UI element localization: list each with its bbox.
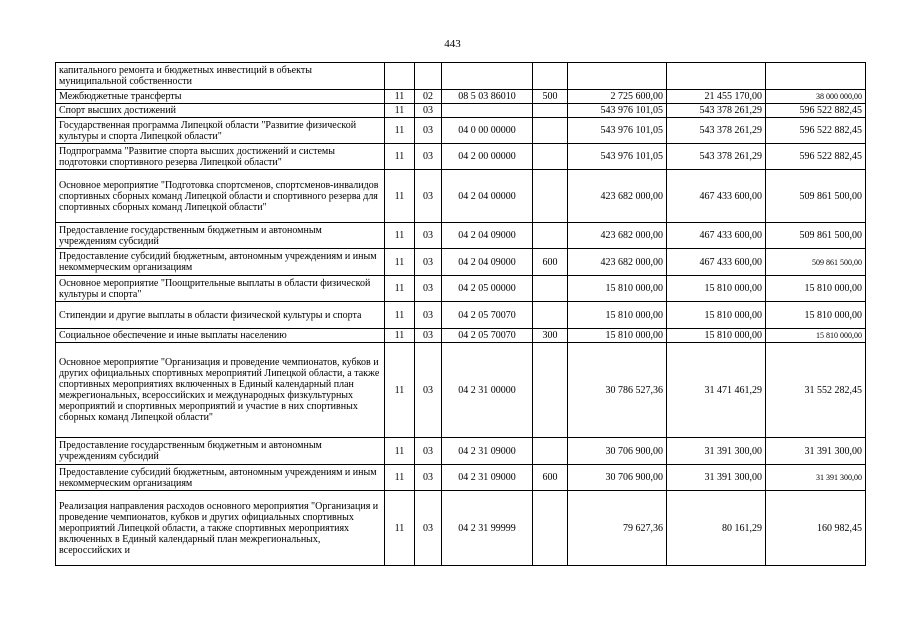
row-target-code: 04 2 04 09000 (442, 249, 533, 276)
row-amount-3: 596 522 882,45 (766, 104, 866, 118)
row-target-code: 04 2 05 70070 (442, 329, 533, 343)
row-target-code: 04 0 00 00000 (442, 118, 533, 144)
row-name: Предоставление субсидий бюджетным, автономным учреждениям и иным некоммерческим организациям (56, 249, 385, 276)
row-target-code: 04 2 05 00000 (442, 276, 533, 302)
row-amount-1: 543 976 101,05 (568, 118, 667, 144)
row-target-code: 04 2 05 70070 (442, 302, 533, 329)
table-row (56, 90, 866, 104)
row-expense-type (533, 276, 568, 302)
table-row (56, 343, 866, 438)
row-expense-type (533, 491, 568, 566)
row-expense-type (533, 223, 568, 249)
row-amount-1: 30 706 900,00 (568, 465, 667, 491)
row-subsection: 03 (415, 343, 442, 438)
row-name: Стипендии и другие выплаты в области физической культуры и спорта (56, 302, 385, 329)
row-amount-2: 15 810 000,00 (667, 329, 766, 343)
row-subsection (415, 63, 442, 90)
row-expense-type: 600 (533, 465, 568, 491)
row-amount-2: 543 378 261,29 (667, 118, 766, 144)
row-section: 11 (385, 438, 415, 465)
row-section: 11 (385, 249, 415, 276)
table-row (56, 144, 866, 170)
row-subsection: 03 (415, 170, 442, 223)
row-amount-3: 31 391 300,00 (766, 465, 866, 491)
row-expense-type (533, 104, 568, 118)
row-amount-2: 21 455 170,00 (667, 90, 766, 104)
row-name: Государственная программа Липецкой области "Развитие физической культуры и спорта Липецкой области" (56, 118, 385, 144)
row-section: 11 (385, 276, 415, 302)
row-name: Реализация направления расходов основного мероприятия "Организация и проведение чемпионатов, кубков и других официальных спортивных мероприятий Липецкой области, а также спортивных мероприятиях включенных в Единый календарный план межрегиональных, всероссийских и (56, 491, 385, 566)
row-target-code (442, 104, 533, 118)
row-section: 11 (385, 343, 415, 438)
row-expense-type (533, 343, 568, 438)
row-target-code: 04 2 04 09000 (442, 223, 533, 249)
row-target-code (442, 63, 533, 90)
row-subsection: 03 (415, 302, 442, 329)
row-amount-2: 467 433 600,00 (667, 249, 766, 276)
row-section: 11 (385, 223, 415, 249)
row-amount-2: 467 433 600,00 (667, 223, 766, 249)
row-name: Предоставление государственным бюджетным и автономным учреждениям субсидий (56, 223, 385, 249)
row-amount-1: 30 706 900,00 (568, 438, 667, 465)
row-amount-1: 543 976 101,05 (568, 144, 667, 170)
table-row (56, 465, 866, 491)
row-amount-1: 423 682 000,00 (568, 249, 667, 276)
table-row (56, 249, 866, 276)
row-name: Основное мероприятие "Поощрительные выплаты в области физической культуры и спорта" (56, 276, 385, 302)
row-amount-3: 596 522 882,45 (766, 118, 866, 144)
row-subsection: 03 (415, 104, 442, 118)
row-amount-3: 31 552 282,45 (766, 343, 866, 438)
row-amount-1: 79 627,36 (568, 491, 667, 566)
row-target-code: 04 2 31 09000 (442, 438, 533, 465)
row-expense-type (533, 438, 568, 465)
row-amount-1: 15 810 000,00 (568, 276, 667, 302)
row-subsection: 03 (415, 276, 442, 302)
table-row (56, 223, 866, 249)
row-name: Межбюджетные трансферты (56, 90, 385, 104)
row-expense-type: 600 (533, 249, 568, 276)
row-subsection: 03 (415, 249, 442, 276)
table-row (56, 63, 866, 90)
row-amount-1: 15 810 000,00 (568, 302, 667, 329)
page-number: 443 (444, 38, 461, 50)
row-target-code: 04 2 31 09000 (442, 465, 533, 491)
row-section: 11 (385, 104, 415, 118)
row-amount-2: 80 161,29 (667, 491, 766, 566)
row-name: Подпрограмма "Развитие спорта высших достижений и системы подготовки спортивного резерва Липецкой области" (56, 144, 385, 170)
row-amount-1: 2 725 600,00 (568, 90, 667, 104)
row-amount-1: 423 682 000,00 (568, 170, 667, 223)
row-subsection: 03 (415, 223, 442, 249)
row-subsection: 03 (415, 144, 442, 170)
row-section: 11 (385, 465, 415, 491)
row-target-code: 04 2 31 99999 (442, 491, 533, 566)
row-amount-2: 15 810 000,00 (667, 276, 766, 302)
row-section: 11 (385, 118, 415, 144)
table-row (56, 329, 866, 343)
row-target-code: 04 2 04 00000 (442, 170, 533, 223)
row-subsection: 03 (415, 118, 442, 144)
row-name: Спорт высших достижений (56, 104, 385, 118)
row-subsection: 03 (415, 465, 442, 491)
row-amount-2: 31 391 300,00 (667, 465, 766, 491)
table-row (56, 302, 866, 329)
row-amount-1: 15 810 000,00 (568, 329, 667, 343)
row-amount-2: 467 433 600,00 (667, 170, 766, 223)
row-amount-2: 31 471 461,29 (667, 343, 766, 438)
row-expense-type (533, 118, 568, 144)
row-name: капитального ремонта и бюджетных инвестиций в объекты муниципальной собственности (56, 63, 385, 90)
row-amount-3: 596 522 882,45 (766, 144, 866, 170)
row-amount-1: 543 976 101,05 (568, 104, 667, 118)
row-amount-1: 30 786 527,36 (568, 343, 667, 438)
row-section: 11 (385, 302, 415, 329)
row-name: Основное мероприятие "Организация и проведение чемпионатов, кубков и других официальных спортивных мероприятий Липецкой области, а также спортивных мероприятиях включенных в Единый календарный план межрегиональных, всероссийских и международных физкультурных мероприятий и спортивных мероприятий и участие в них спортивных сборных команд Липецкой области" (56, 343, 385, 438)
row-amount-3: 15 810 000,00 (766, 276, 866, 302)
row-amount-3: 509 861 500,00 (766, 223, 866, 249)
row-section: 11 (385, 170, 415, 223)
row-section: 11 (385, 90, 415, 104)
table-row (56, 438, 866, 465)
row-target-code: 08 5 03 86010 (442, 90, 533, 104)
row-subsection: 03 (415, 491, 442, 566)
row-amount-2 (667, 63, 766, 90)
row-target-code: 04 2 31 00000 (442, 343, 533, 438)
row-amount-3: 31 391 300,00 (766, 438, 866, 465)
row-section: 11 (385, 329, 415, 343)
table-row (56, 170, 866, 223)
row-name: Предоставление государственным бюджетным и автономным учреждениям субсидий (56, 438, 385, 465)
row-expense-type (533, 170, 568, 223)
row-subsection: 03 (415, 329, 442, 343)
row-amount-3: 15 810 000,00 (766, 302, 866, 329)
row-amount-2: 543 378 261,29 (667, 144, 766, 170)
row-amount-2: 543 378 261,29 (667, 104, 766, 118)
row-name: Социальное обеспечение и иные выплаты населению (56, 329, 385, 343)
row-name: Основное мероприятие "Подготовка спортсменов, спортсменов-инвалидов спортивных сборных команд Липецкой области и спортивного резерва для спортивных сборных команд Липецкой области" (56, 170, 385, 223)
budget-table-body (56, 63, 866, 566)
row-amount-1: 423 682 000,00 (568, 223, 667, 249)
row-section: 11 (385, 144, 415, 170)
row-section (385, 63, 415, 90)
table-row (56, 276, 866, 302)
row-amount-3: 509 861 500,00 (766, 170, 866, 223)
row-target-code: 04 2 00 00000 (442, 144, 533, 170)
row-amount-2: 31 391 300,00 (667, 438, 766, 465)
row-amount-2: 15 810 000,00 (667, 302, 766, 329)
table-row (56, 104, 866, 118)
budget-table (55, 62, 866, 566)
row-expense-type (533, 302, 568, 329)
row-expense-type (533, 63, 568, 90)
table-row (56, 118, 866, 144)
row-expense-type: 300 (533, 329, 568, 343)
row-expense-type: 500 (533, 90, 568, 104)
row-section: 11 (385, 491, 415, 566)
row-amount-3: 38 000 000,00 (766, 90, 866, 104)
table-row (56, 491, 866, 566)
row-amount-3: 15 810 000,00 (766, 329, 866, 343)
row-amount-1 (568, 63, 667, 90)
row-name: Предоставление субсидий бюджетным, автономным учреждениям и иным некоммерческим организациям (56, 465, 385, 491)
row-amount-3 (766, 63, 866, 90)
row-expense-type (533, 144, 568, 170)
row-subsection: 03 (415, 438, 442, 465)
row-amount-3: 160 982,45 (766, 491, 866, 566)
row-subsection: 02 (415, 90, 442, 104)
row-amount-3: 509 861 500,00 (766, 249, 866, 276)
